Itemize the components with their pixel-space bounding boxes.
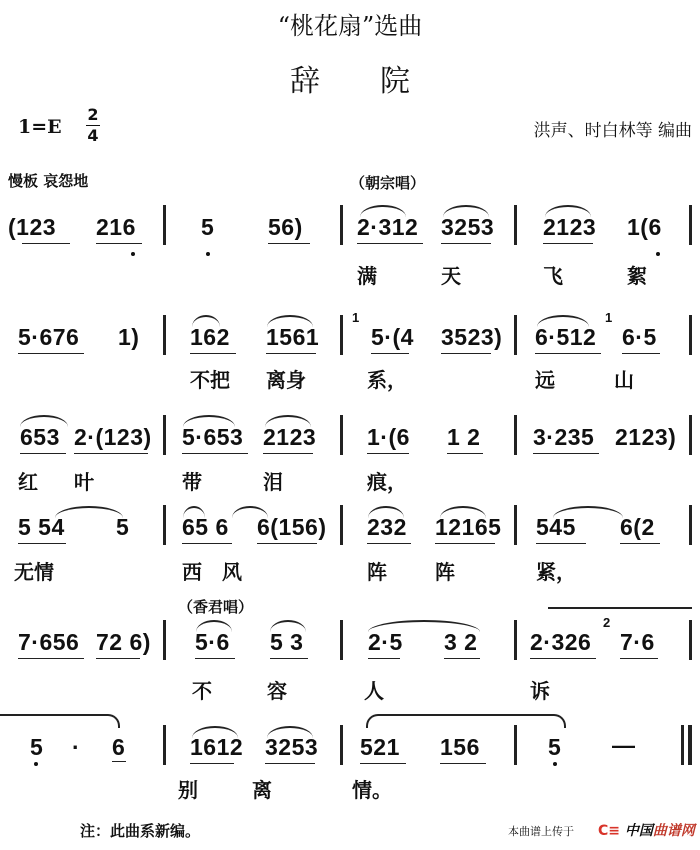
underline [367, 453, 409, 454]
note-group: — [612, 732, 636, 758]
lyric: 离 [252, 778, 272, 802]
note-group: 545 [536, 514, 576, 540]
tie-arc [366, 714, 566, 728]
lyric: 人 [364, 679, 384, 703]
lyric: 容 [267, 679, 287, 703]
footnote: 注：此曲系新编。 [80, 822, 201, 840]
underline [182, 453, 248, 454]
low-octave-dot [656, 252, 660, 256]
lyric: 远 [535, 368, 555, 392]
note-group: 2·(123) [74, 424, 152, 450]
lyric: 泪 [263, 470, 283, 494]
barline [514, 725, 517, 765]
underline [357, 243, 423, 244]
barline [514, 620, 517, 660]
brand-name-a: 中国 [624, 823, 653, 839]
note-group: 5·6 [195, 629, 230, 655]
lyric: 絮 [627, 264, 647, 288]
slur [55, 506, 123, 518]
note-group: 5·(4 [371, 324, 414, 350]
underline [112, 761, 126, 762]
underline [18, 353, 84, 354]
underline [441, 243, 491, 244]
lyric: 飞 [543, 264, 563, 288]
underline [18, 658, 84, 659]
underline [441, 353, 491, 354]
note-group: 1·(6 [367, 424, 410, 450]
barline [514, 415, 517, 455]
underline [195, 658, 235, 659]
brand-name-b: 曲谱网 [652, 823, 695, 839]
barline [514, 505, 517, 545]
underline [190, 763, 234, 764]
barline [163, 505, 166, 545]
key-signature: 1=E [18, 116, 62, 138]
note-group: 5 [548, 734, 562, 760]
time-signature [86, 106, 100, 145]
note-group: 7·6 [620, 629, 655, 655]
barline [340, 505, 343, 545]
note-group: 72 6) [96, 629, 151, 655]
underline [367, 543, 411, 544]
final-barline-thin [681, 725, 684, 765]
underline [622, 353, 660, 354]
grace-note: 2 [603, 615, 611, 630]
note-group: 5·653 [182, 424, 244, 450]
underline [533, 453, 599, 454]
note-group: 653 [20, 424, 60, 450]
meter-bottom: 4 [87, 126, 99, 145]
lyric: 紧， [536, 560, 576, 584]
lyric: 阵 [367, 560, 387, 584]
underline [535, 353, 601, 354]
lyric: 天 [441, 264, 461, 288]
note-group: 232 [367, 514, 407, 540]
underline [543, 243, 593, 244]
underline [96, 243, 142, 244]
underline [536, 543, 586, 544]
lyric: 不 [192, 679, 212, 703]
lyric: 带 [182, 470, 202, 494]
barline [163, 725, 166, 765]
barline [340, 620, 343, 660]
barline [689, 315, 692, 355]
underline [620, 543, 660, 544]
lyric: 情。 [352, 778, 392, 802]
lyric: 满 [357, 264, 377, 288]
underline [620, 658, 658, 659]
note-group: 5 [201, 214, 215, 240]
lyric: 无情 [14, 560, 54, 584]
barline [340, 725, 343, 765]
note-group: 6 [112, 734, 126, 760]
lyric: 红 [18, 470, 38, 494]
note-group: 6(2 [620, 514, 655, 540]
final-barline-thick [688, 725, 692, 765]
tie-line [548, 607, 692, 609]
note-group: 12165 [435, 514, 502, 540]
note-group: 1 2 [447, 424, 481, 450]
barline [163, 415, 166, 455]
note-group: 2·326 [530, 629, 592, 655]
barline [340, 415, 343, 455]
underline [263, 453, 313, 454]
lyric: 风 [222, 560, 242, 584]
note-group: 6·512 [535, 324, 597, 350]
note-group: 2123 [543, 214, 597, 240]
note-group: 3·235 [533, 424, 595, 450]
low-octave-dot [131, 252, 135, 256]
barline [163, 315, 166, 355]
singer-label-chaozong: （朝宗唱） [350, 174, 426, 192]
underline [190, 353, 236, 354]
underline [435, 543, 495, 544]
underline [74, 453, 148, 454]
note-group: 2·312 [357, 214, 419, 240]
note-group: 3523) [441, 324, 503, 350]
barline [689, 505, 692, 545]
underline [20, 453, 66, 454]
barline [514, 205, 517, 245]
underline [530, 658, 596, 659]
low-octave-dot [553, 762, 557, 766]
low-octave-dot [206, 252, 210, 256]
upload-credit: 本曲谱上传于 [508, 825, 574, 838]
underline [257, 543, 317, 544]
note-group: 7·656 [18, 629, 80, 655]
underline [447, 453, 483, 454]
lyric: 离身 [266, 368, 306, 392]
lyric: 叶 [74, 470, 94, 494]
song-title: 辞院 [290, 64, 470, 99]
note-group: 56) [268, 214, 303, 240]
barline [689, 620, 692, 660]
barline [340, 315, 343, 355]
lyric: 西 [182, 560, 202, 584]
note-group: 3253 [265, 734, 319, 760]
site-brand[interactable] [598, 820, 695, 840]
lyric: 别 [178, 778, 198, 802]
barline [689, 205, 692, 245]
underline [368, 658, 400, 659]
note-group: · [72, 734, 81, 760]
underline [371, 353, 409, 354]
underline [22, 243, 70, 244]
note-group: 216 [96, 214, 136, 240]
note-group: 521 [360, 734, 400, 760]
grace-note: 1 [605, 310, 613, 325]
tempo-marking: 慢板 哀怨地 [8, 172, 89, 190]
underline [268, 243, 310, 244]
note-group: 6(156) [257, 514, 327, 540]
brand-logo-icon: C≡ [598, 823, 621, 839]
barline [163, 620, 166, 660]
grace-note: 1 [352, 310, 360, 325]
note-group: 2123 [263, 424, 317, 450]
note-group: 6·5 [622, 324, 657, 350]
barline [514, 315, 517, 355]
composer-credit: 洪声、时白林等 编曲 [533, 121, 692, 141]
note-group: 5 54 [18, 514, 65, 540]
singer-label-xiangjun: （香君唱） [178, 598, 254, 616]
lyric: 不把 [190, 368, 230, 392]
note-group: 5 3 [270, 629, 304, 655]
note-group: 3253 [441, 214, 495, 240]
lyric: 痕， [367, 470, 407, 494]
note-group: 65 6 [182, 514, 229, 540]
underline [444, 658, 480, 659]
note-group: 1612 [190, 734, 244, 760]
note-group: 162 [190, 324, 230, 350]
underline [265, 763, 315, 764]
note-group: 5·676 [18, 324, 80, 350]
note-group: 156 [440, 734, 480, 760]
lyric: 诉 [530, 679, 550, 703]
underline [266, 353, 316, 354]
barline [163, 205, 166, 245]
underline [96, 658, 140, 659]
note-group: 5 [30, 734, 44, 760]
underline [270, 658, 308, 659]
lyric: 山 [614, 368, 634, 392]
supertitle: “桃花扇”选曲 [277, 12, 423, 40]
note-group: 2123) [615, 424, 677, 450]
note-group: 1(6 [627, 214, 662, 240]
underline [440, 763, 486, 764]
note-group: 1) [118, 324, 140, 350]
barline [340, 205, 343, 245]
tie-continuation [0, 714, 120, 728]
note-group: 5 [116, 514, 130, 540]
underline [360, 763, 406, 764]
note-group: 2·5 [368, 629, 403, 655]
low-octave-dot [34, 762, 38, 766]
lyric: 系， [367, 368, 407, 392]
meter-top: 2 [87, 105, 99, 124]
underline [182, 543, 232, 544]
barline [689, 415, 692, 455]
note-group: (123 [8, 214, 57, 240]
note-group: 1561 [266, 324, 320, 350]
lyric: 阵 [435, 560, 455, 584]
note-group: 3 2 [444, 629, 478, 655]
underline [18, 543, 66, 544]
